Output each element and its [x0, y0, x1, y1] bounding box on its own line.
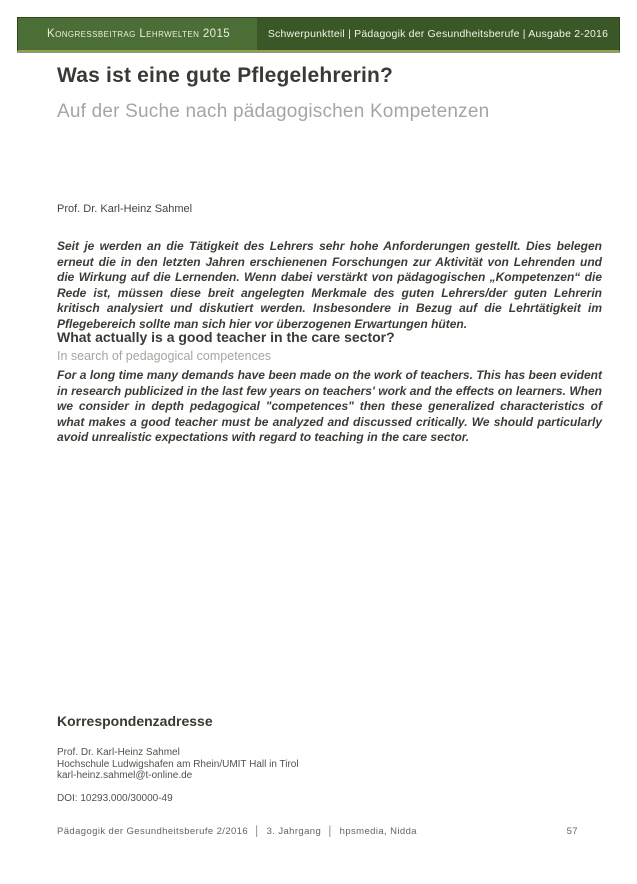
- article-subtitle: Auf der Suche nach pädagogischen Kompetenzen: [57, 101, 490, 122]
- correspondence-email: karl-heinz.sahmel@t-online.de: [57, 770, 193, 781]
- abstract-german: Seit je werden an die Tätigkeit des Lehrers sehr hohe Anforderungen gestellt. Dies belegen erneut die in den letzten Jahren erschienenen Forschungen zur Aktivität von Lehrenden und die Wirkung auf die Lernenden. Wenn dabei verstärkt von pädagogischen „Kompetenzen“ die Rede ist, müssen diese breit angelegten Merkmale des guten Lehrers/der guten Lehrerin kritisch analysiert und diskutiert werden. Insbesondere in Bezug auf die Lehrtätigkeit im Pflegebereich sollte man sich hier vor überzogenen Erwartungen hüten.: [57, 239, 602, 331]
- header-category-section: [18, 18, 257, 50]
- header-issue-section: [257, 18, 619, 50]
- english-subtitle: In search of pedagogical competences: [57, 349, 272, 363]
- page-footer: [57, 826, 578, 837]
- page-number: 57: [566, 826, 578, 837]
- page-header-bar: [17, 17, 620, 52]
- doi-label: DOI: 10293.000/30000-49: [57, 793, 173, 804]
- correspondence-block: [57, 747, 299, 782]
- correspondence-institution: Hochschule Ludwigshafen am Rhein/UMIT Hall in Tirol: [57, 758, 299, 770]
- header-category-label: Kongressbeitrag Lehrwelten 2015: [47, 28, 231, 40]
- footer-journal-info: Pädagogik der Gesundheitsberufe 2/2016 │ 3. Jahrgang │ hpsmedia, Nidda: [57, 826, 417, 837]
- correspondence-heading: Korrespondenzadresse: [57, 713, 213, 729]
- article-title: Was ist eine gute Pflegelehrerin?: [57, 64, 394, 87]
- correspondence-name: Prof. Dr. Karl-Heinz Sahmel: [57, 747, 180, 758]
- english-title: What actually is a good teacher in the care sector?: [57, 329, 395, 345]
- abstract-english: For a long time many demands have been made on the work of teachers. This has been evident in research publicized in the last few years on teachers' work and the effects on learners. When we consider in depth pedagogical "competences" then these generalized characteristics of what makes a good teacher must be analyzed and discussed critically. We should particularly avoid unrealistic expectations with regard to teaching in the care sector.: [57, 368, 602, 444]
- header-issue-label: Schwerpunktteil | Pädagogik der Gesundheitsberufe | Ausgabe 2-2016: [267, 28, 609, 40]
- author-name: Prof. Dr. Karl-Heinz Sahmel: [57, 203, 193, 215]
